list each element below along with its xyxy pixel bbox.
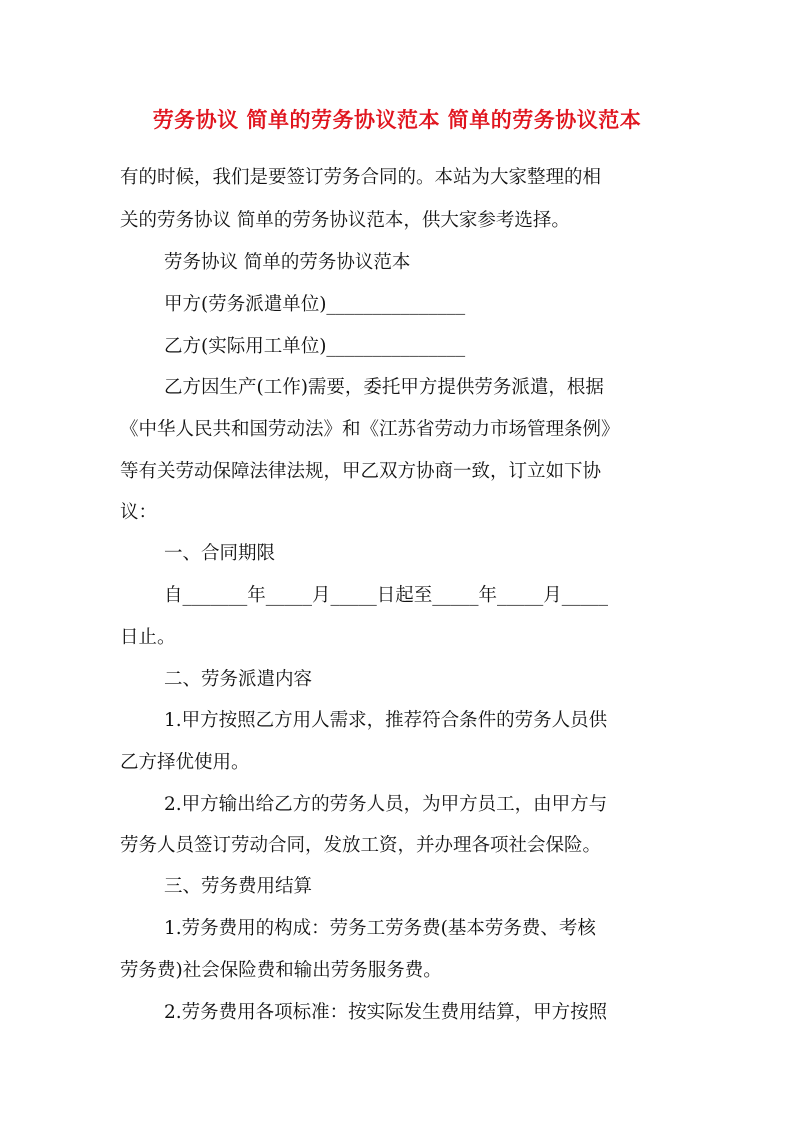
section-heading: 三、劳务费用结算 <box>164 876 313 897</box>
paragraph-line: 日止。 <box>120 627 176 648</box>
paragraph-line: 2.甲方输出给乙方的劳务人员，为甲方员工，由甲方与 <box>164 794 608 815</box>
section-heading: 二、劳务派遣内容 <box>164 669 313 690</box>
paragraph-line: 等有关劳动保障法律法规，甲乙双方协商一致，订立如下协 <box>120 461 602 482</box>
paragraph-line: 有的时候，我们是要签订劳务合同的。本站为大家整理的相 <box>120 167 602 188</box>
document-title: 劳务协议 简单的劳务协议范本 简单的劳务协议范本 <box>152 107 642 132</box>
paragraph-line: 劳务人员签订劳动合同，发放工资，并办理各项社会保险。 <box>120 835 602 856</box>
paragraph-line: 1.劳务费用的构成：劳务工劳务费(基本劳务费、考核 <box>164 918 596 939</box>
party-a-line: 甲方(劳务派遣单位)_______________ <box>164 294 466 315</box>
paragraph-line: 劳务费)社会保险费和输出劳务服务费。 <box>120 960 442 981</box>
paragraph-line: 关的劳务协议 简单的劳务协议范本，供大家参考选择。 <box>120 210 570 231</box>
section-heading: 一、合同期限 <box>164 543 276 564</box>
paragraph-line: 2.劳务费用各项标准：按实际发生费用结算，甲方按照 <box>164 1002 608 1023</box>
date-line: 自_______年_____月_____日起至_____年_____月_____ <box>164 585 609 606</box>
paragraph-line: 乙方因生产(工作)需要，委托甲方提供劳务派遣，根据 <box>164 377 604 398</box>
paragraph-line: 乙方择优使用。 <box>120 752 250 773</box>
paragraph-line: 议： <box>120 502 158 523</box>
party-b-line: 乙方(实际用工单位)_______________ <box>164 336 466 357</box>
subtitle-line: 劳务协议 简单的劳务协议范本 <box>164 252 411 273</box>
paragraph-line: 《中华人民共和国劳动法》和《江苏省劳动力市场管理条例》 <box>120 419 620 440</box>
paragraph-line: 1.甲方按照乙方用人需求，推荐符合条件的劳务人员供 <box>164 710 608 731</box>
